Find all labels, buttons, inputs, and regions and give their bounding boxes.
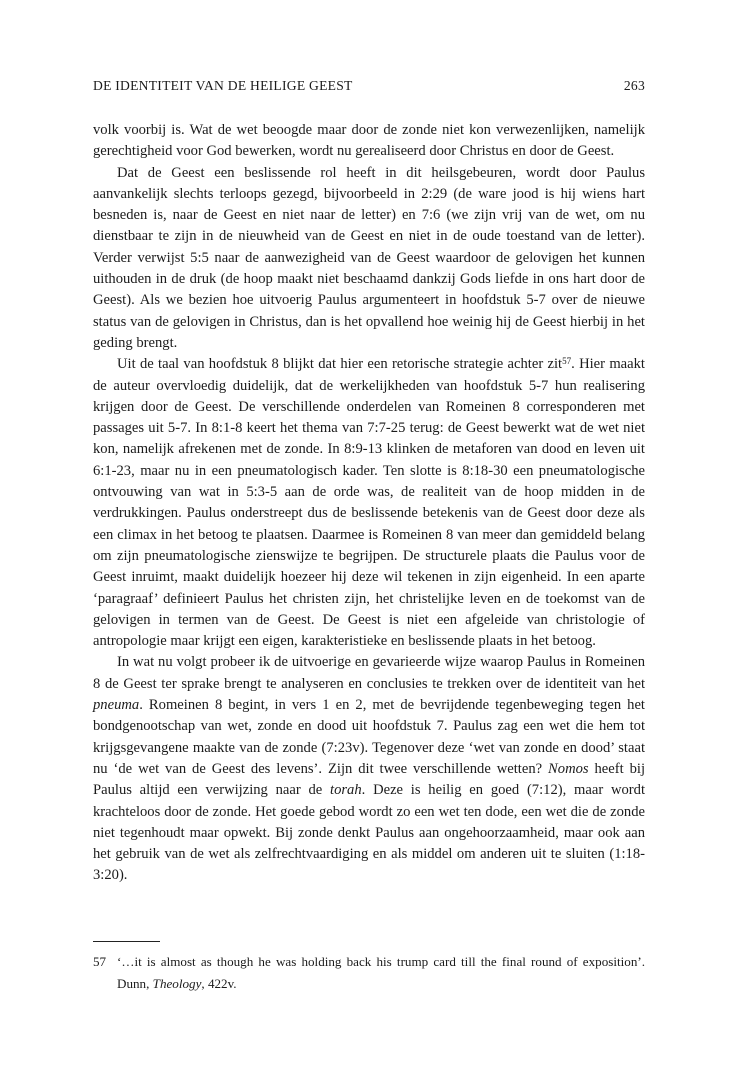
paragraph: Dat de Geest een beslissende rol heeft in dit heilsgebeuren, wordt door Paulus aanvankelijk slechts terloops gezegd, bijvoorbeeld in 2:29 (de ware jood is hij wiens hart besneden is, naar de Geest en niet naar de letter) en 7:6 (we zijn vrij van de wet, om nu dienstbaar te zijn in de nieuwheid van de Geest en niet in de oude toestand van de letter). Verder verwijst 5:5 naar de aanwezigheid van de Geest waardoor de gelovigen het kunnen uithouden in de druk (de hoop maakt niet beschaamd dankzij Gods liefde in ons hart door de Geest). Als we bezien hoe uitvoerig Paulus argumenteert in hoofdstuk 5-7 over de nieuwe status van de gelovigen in Christus, dan is het opvallend hoe weinig hij de Geest hierbij in het geding brengt. bbox=[93, 164, 645, 351]
footnote-number: 57 bbox=[93, 954, 107, 969]
page-number: 263 bbox=[623, 78, 645, 93]
paragraph: volk voorbij is. Wat de wet beoogde maar door de zonde niet kon verwezenlijken, namelijk gerechtigheid voor God bewerken, wordt nu gerealiseerd door Christus en door de Geest. bbox=[93, 122, 645, 160]
footnote-area bbox=[93, 941, 645, 994]
paragraph: In wat nu volgt probeer ik de uitvoerige en gevarieerde wijze waarop Paulus in Romeinen 8 de Geest ter sprake brengt te analyseren en conclusies te trekken over de identiteit van het pneuma. Romeinen 8 begint, in vers 1 en 2, met de bevrijdende tegenbeweging tegen het bondgenootschap van wet, zonde en dood uit hoofdstuk 7. Paulus zag een wet die hem tot krijgsgevangene maakte van de zonde (7:23v). Tegenover deze ‘wet van zonde en dood’ staat nu ‘de wet van de Geest des levens’. Zijn dit twee verschillende wetten? Nomos heeft bij Paulus altijd een verwijzing naar de torah. Deze is heilig en goed (7:12), maar wordt krachteloos door de zonde. Het goede gebod wordt zo een wet ten dode, een wet die de zonde niet tegenhoudt maar opwekt. Bij zonde denkt Paulus aan ongehoorzaamheid, maar ook aan het gebruik van de wet als zelfrechtvaardiging en als middel om anderen uit te sluiten (1:18-3:20). bbox=[93, 654, 646, 884]
paragraph: Uit de taal van hoofdstuk 8 blijkt dat hier een retorische strategie achter zit$^{57}$. Hier maakt de auteur overvloedig duidelijk, dat de werkelijkheden van hoofdstuk 5-7 hun realisering krijgen door de Geest. De verschillende onderdelen van Romeinen 8 corresponderen met passages uit 5-7. In 8:1-8 keert het thema van 7:7-25 terug: de Geest bewerkt wat de wet niet kon, namelijk afrekenen met de zonde. In 8:9-13 klinken de metaforen van dood en leven uit 6:1-23, maar nu in een pneumatologisch kader. Ten slotte is 8:18-30 een pneumatologische ontvouwing van wat in 5:3-5 aan de orde was, de realiteit van de hoop midden in de verdrukkingen. Paulus onderstreept dus de beslissende betekenis van de Geest door deze als een climax in het betoog te plaatsen. Daarmee is Romeinen 8 van meer dan gemiddeld belang om zijn pneumatologische zienswijze te begrijpen. De structurele plaats die Paulus voor de Geest inruimt, maakt duidelijk hoezeer hij deze wil tekenen in zijn eigenheid. In een aparte ‘paragraaf’ definieert Paulus het christen zijn, het christelijke leven en de toekomst van de gelovigen in termen van de Geest. De Geest is niet een afgeleide van christologie of antropologie maar krijgt een eigen, karakteristieke en beslissende plaats in het betoog. bbox=[93, 356, 645, 650]
footnote bbox=[93, 951, 645, 994]
body-text bbox=[93, 120, 645, 887]
running-title: DE IDENTITEIT VAN DE HEILIGE GEEST bbox=[93, 78, 353, 93]
running-header bbox=[93, 78, 645, 94]
footnote-text: ‘…it is almost as though he was holding back his trump card till the final round of exposition’. Dunn, Theology, 422v. bbox=[117, 954, 645, 991]
footnote-separator bbox=[93, 941, 160, 942]
